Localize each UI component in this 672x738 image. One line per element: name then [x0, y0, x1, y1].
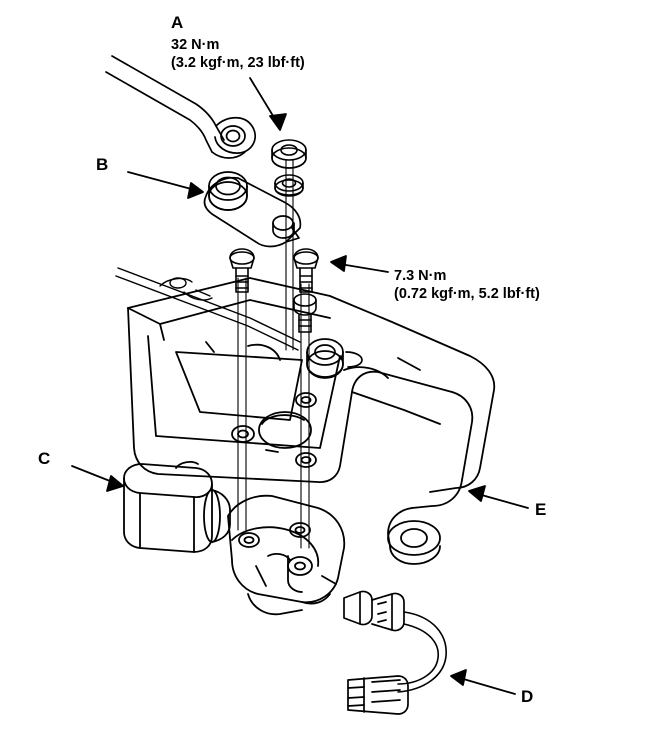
leader-line-b: [128, 172, 203, 198]
callout-label-b: B: [96, 155, 109, 174]
bolt-right: [294, 249, 318, 292]
pivot-boss: [307, 339, 362, 378]
leader-line-c: [72, 466, 123, 491]
leader-line-a: [250, 78, 286, 130]
wire-harness: [398, 612, 446, 692]
wiper-link-rod: [116, 268, 300, 350]
motor-gearbox: [228, 496, 344, 615]
leader-line-torque-b: [331, 256, 388, 272]
callout-label-a: A: [171, 13, 184, 32]
torque-spec-a: 32 N·m (3.2 kgf·m, 23 lbf·ft): [171, 37, 305, 71]
leader-line-e: [469, 486, 528, 508]
washer-a: [275, 175, 303, 196]
bolt-left: [230, 249, 254, 292]
torque-spec-b: 7.3 N·m (0.72 kgf·m, 5.2 lbf·ft): [394, 268, 540, 302]
callout-label-e: E: [535, 500, 547, 519]
bracket-leg-eyelet: [388, 521, 440, 564]
harness-connector: [348, 676, 408, 714]
leader-line-d: [451, 670, 515, 694]
callout-label-d: D: [521, 687, 534, 706]
pivot-nut-a: [272, 140, 306, 168]
motor-connector: [344, 591, 404, 630]
callout-label-c: C: [38, 449, 51, 468]
assembly-guide-lines: [238, 160, 309, 548]
